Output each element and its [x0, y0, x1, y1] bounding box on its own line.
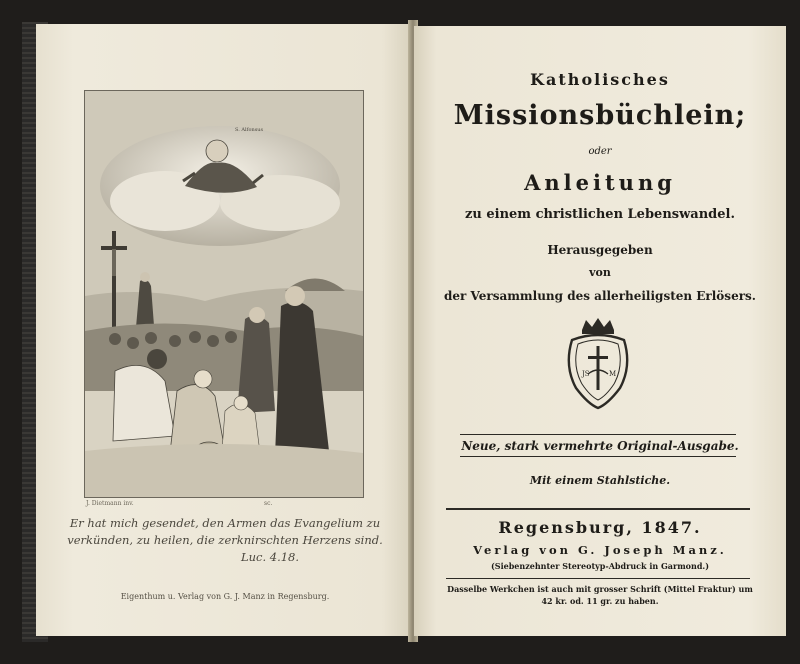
place-year: Regensburg, 1847. [498, 518, 702, 537]
edition-line: Neue, stark vermehrte Original-Ausgabe. [461, 439, 739, 453]
title-line-1: Katholisches [530, 70, 670, 89]
subtitle: zu einem christlichen Lebenswandel. [465, 207, 735, 222]
redemptorist-emblem [558, 316, 638, 414]
herausgegeben-label: Herausgegeben [547, 243, 653, 257]
edition-rule-bottom [460, 456, 736, 457]
note-line-1: Dasselbe Werkchen ist auch mit grosser Schrift (Mittel Fraktur) um [447, 584, 753, 594]
left-publisher-line: Eigenthum u. Verlag von G. J. Manz in Regensburg. [120, 592, 330, 601]
caption-line-1: Er hat mich gesendet, den Armen das Evangelium zu [69, 516, 381, 530]
title-main: Missionsbüchlein; [453, 100, 747, 131]
crown-icon [582, 318, 614, 330]
frontispiece-engraving [84, 90, 364, 498]
note-rule [446, 578, 750, 579]
editor-line: der Versammlung des allerheiligsten Erlösers. [444, 289, 756, 303]
title-oder: oder [588, 146, 612, 157]
caption-line-2: verkünden, zu heilen, die zerknirschten Herzens sind. [67, 533, 383, 547]
title-line-3: Anleitung [524, 170, 676, 195]
artist-credit-right: sc. [264, 500, 273, 507]
von-label: von [589, 266, 611, 279]
artist-credit-left: J. Dietmann inv. [86, 500, 134, 507]
note-line-2: 42 kr. od. 11 gr. zu haben. [541, 596, 659, 606]
printing-note: (Siebenzehnter Stereotyp-Abdruck in Garmond.) [491, 561, 709, 571]
caption-reference: Luc. 4.18. [240, 550, 300, 564]
edition-rule-top [460, 434, 736, 435]
figure-label: S. Alfonsus [235, 127, 264, 133]
publisher-line: Verlag von G. Joseph Manz. [473, 543, 727, 557]
engraving-illustration [85, 91, 363, 497]
imprint-rule [446, 508, 750, 510]
svg-text:M: M [609, 370, 617, 378]
illustration-note: Mit einem Stahlstiche. [529, 474, 671, 487]
svg-text:JS: JS [582, 370, 590, 378]
